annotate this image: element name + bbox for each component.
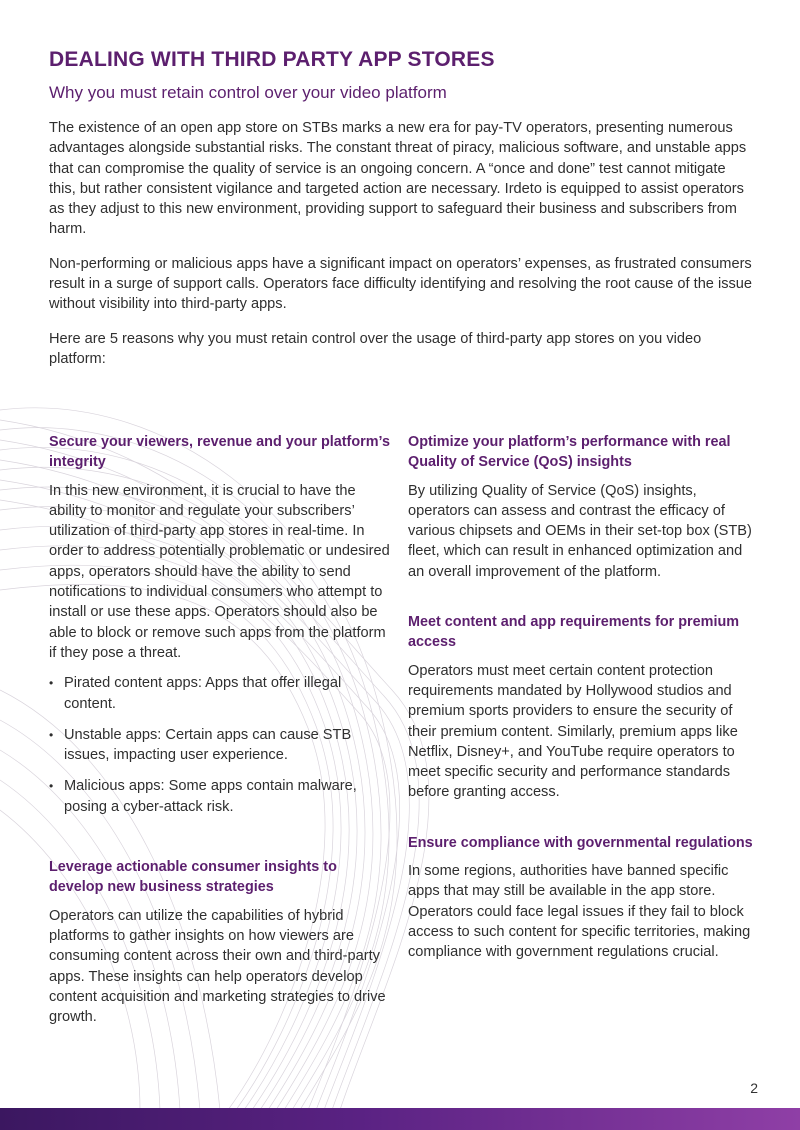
- bullet-icon: •: [49, 779, 54, 794]
- section-heading: Optimize your platform’s performance with real Quality of Service (QoS) insights: [408, 434, 731, 471]
- section-body: In this new environment, it is crucial to have the ability to monitor and regulate your subscribers’ utilization of third-party app stores in real-time. In order to address potentially problematic or undesired apps, operators should have the ability to send notifications to individual consumers who attempt to install or use these apps. Operators should also be able to block or remove such apps from the platform if they pose a threat.: [49, 482, 390, 661]
- intro-paragraph: Here are 5 reasons why you must retain control over the usage of third-party app stores on you video platform:: [49, 330, 702, 367]
- risk-bullet-list: [49, 673, 394, 817]
- bullet-icon: •: [49, 676, 54, 691]
- right-column: [408, 432, 753, 963]
- section-consumer-insights: [49, 857, 394, 1027]
- section-heading: Ensure compliance with governmental regulations: [408, 834, 753, 851]
- list-item: [49, 776, 394, 817]
- page-number: 2: [750, 1080, 758, 1096]
- section-qos-insights: [408, 432, 753, 582]
- list-item: [49, 673, 394, 714]
- section-body: Operators can utilize the capabilities of hybrid platforms to gather insights on how viewers are consuming content across their own and third-party apps. These insights can help operators develop content acquisition and marketing strategies to drive growth.: [49, 907, 386, 1026]
- list-item: [49, 725, 394, 766]
- intro-paragraph: The existence of an open app store on STBs marks a new era for pay-TV operators, presenting numerous advantages alongside substantial risks. The constant threat of piracy, malicious software, and unstable apps that can compromise the quality of service is an ongoing concern. A “once and done” test cannot mitigate this, but rather consistent vigilance and targeted action are necessary. Irdeto is equipped to assist operators as they adjust to this new environment, providing support to safeguard their business and subscribers from harm.: [49, 120, 747, 238]
- left-column: [49, 432, 394, 1027]
- section-premium-access: [408, 612, 753, 803]
- section-secure-viewers: [49, 432, 394, 817]
- section-heading: Secure your viewers, revenue and your platform’s integrity: [49, 434, 390, 471]
- section-body: Operators must meet certain content protection requirements mandated by Hollywood studios and premium sports providers to ensure the security of their premium content. Similarly, premium apps like Netflix, Disney+, and YouTube require operators to meet specific security and performance standards before granting access.: [408, 662, 738, 801]
- section-compliance: [408, 833, 753, 963]
- section-heading: Leverage actionable consumer insights to develop new business strategies: [49, 859, 337, 896]
- list-item-text: Pirated content apps: Apps that offer illegal content.: [64, 675, 342, 712]
- page-title: DEALING WITH THIRD PARTY APP STORES: [49, 48, 495, 71]
- section-body: In some regions, authorities have banned specific apps that may still be available in the app store. Operators could face legal issues if they fail to block access to such content for specific territories, making compliance with government regulations crucial.: [408, 863, 751, 961]
- page-subtitle: Why you must retain control over your video platform: [49, 83, 447, 102]
- list-item-text: Malicious apps: Some apps contain malware, posing a cyber-attack risk.: [64, 778, 357, 815]
- bullet-icon: •: [49, 727, 54, 742]
- section-body: By utilizing Quality of Service (QoS) insights, operators can assess and contrast the efficacy of various chipsets and OEMs in their set-top box (STB) fleet, which can result in enhanced optimization and an overall improvement of the platform.: [408, 482, 752, 580]
- section-heading: Meet content and app requirements for premium access: [408, 614, 740, 651]
- intro-paragraph: Non-performing or malicious apps have a significant impact on operators’ expenses, as frustrated consumers result in a surge of support calls. Operators face difficulty identifying and resolving the root cause of the issue without visibility into third-party apps.: [49, 255, 753, 313]
- intro-section: [49, 118, 754, 383]
- list-item-text: Unstable apps: Certain apps can cause STB issues, impacting user experience.: [64, 726, 352, 764]
- footer-gradient-bar: [0, 1108, 800, 1130]
